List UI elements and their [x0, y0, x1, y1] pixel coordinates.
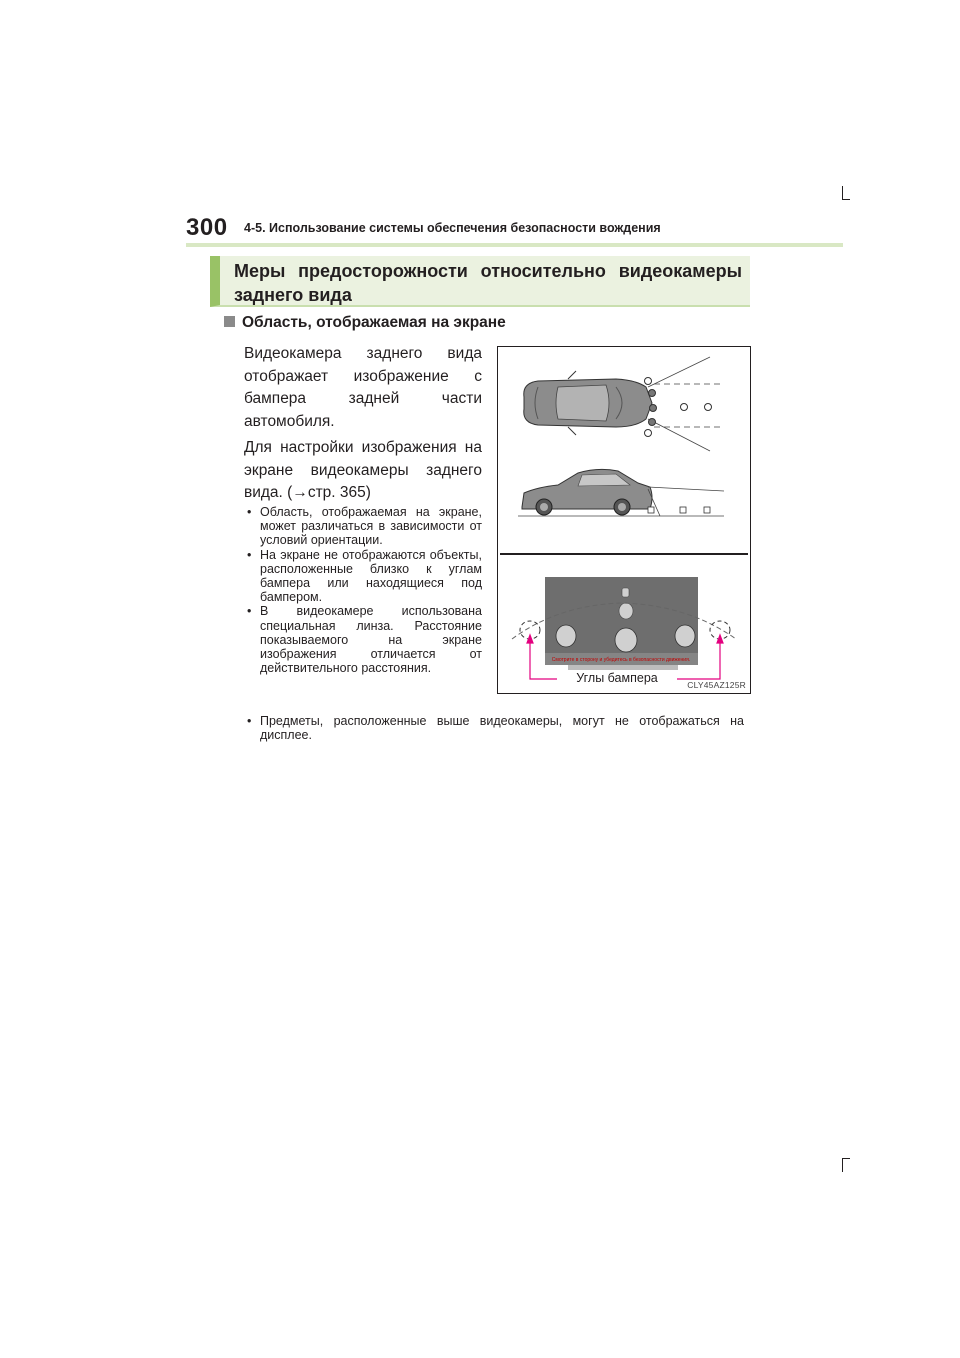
section-title: Меры предосторожности относительно видеокамеры заднего вида [234, 261, 742, 305]
header-rule [186, 243, 843, 247]
paragraph-settings-reference: Для настройки изображения на экране видеокамеры заднего вида. (→стр. 365) [244, 439, 482, 501]
subsection-heading-text: Область, отображаемая на экране [242, 314, 506, 331]
bumper-corners-label: Углы бампера [557, 671, 677, 685]
list-item: • На экране не отображаются объекты, расположенные близко к углам бампера или находящиеся под бампером. [244, 548, 482, 605]
camera-screen [512, 577, 736, 670]
paragraph-camera-view: Видеокамера заднего вида отображает изображение с бампера задней части автомобиля. [244, 345, 482, 430]
crop-mark-bottom [842, 1158, 843, 1172]
camera-diagram [498, 347, 752, 695]
screen-caption: Смотрите в сторону и убедитесь в безопасности движения. [551, 657, 691, 663]
crop-mark-top-tick [842, 199, 850, 200]
sensor-markers-top [645, 378, 712, 437]
page-number: 300 [186, 214, 228, 241]
chapter-title: 4-5. Использование системы обеспечения безопасности вождения [244, 221, 661, 235]
note-wide: • Предметы, расположенные выше видеокамеры, могут не отображаться на дисплее. [244, 714, 744, 742]
crop-mark-bottom-tick [842, 1158, 850, 1159]
list-item: • В видеокамере использована специальная линза. Расстояние показываемого на экране изображения отличается от действительного расстояния. [244, 604, 482, 675]
car-side-view-icon [522, 469, 652, 515]
car-top-view-icon [524, 371, 652, 435]
square-bullet-icon [224, 316, 235, 327]
subsection-heading [224, 314, 506, 332]
camera-view-illustration [497, 346, 751, 694]
crop-mark-top [842, 186, 843, 200]
notes-list [244, 505, 482, 675]
list-item: • Область, отображаемая на экране, может различаться в зависимости от условий ориентации. [244, 505, 482, 548]
figure-code: CLY45AZ125R [687, 680, 746, 690]
section-heading-box [210, 256, 750, 307]
